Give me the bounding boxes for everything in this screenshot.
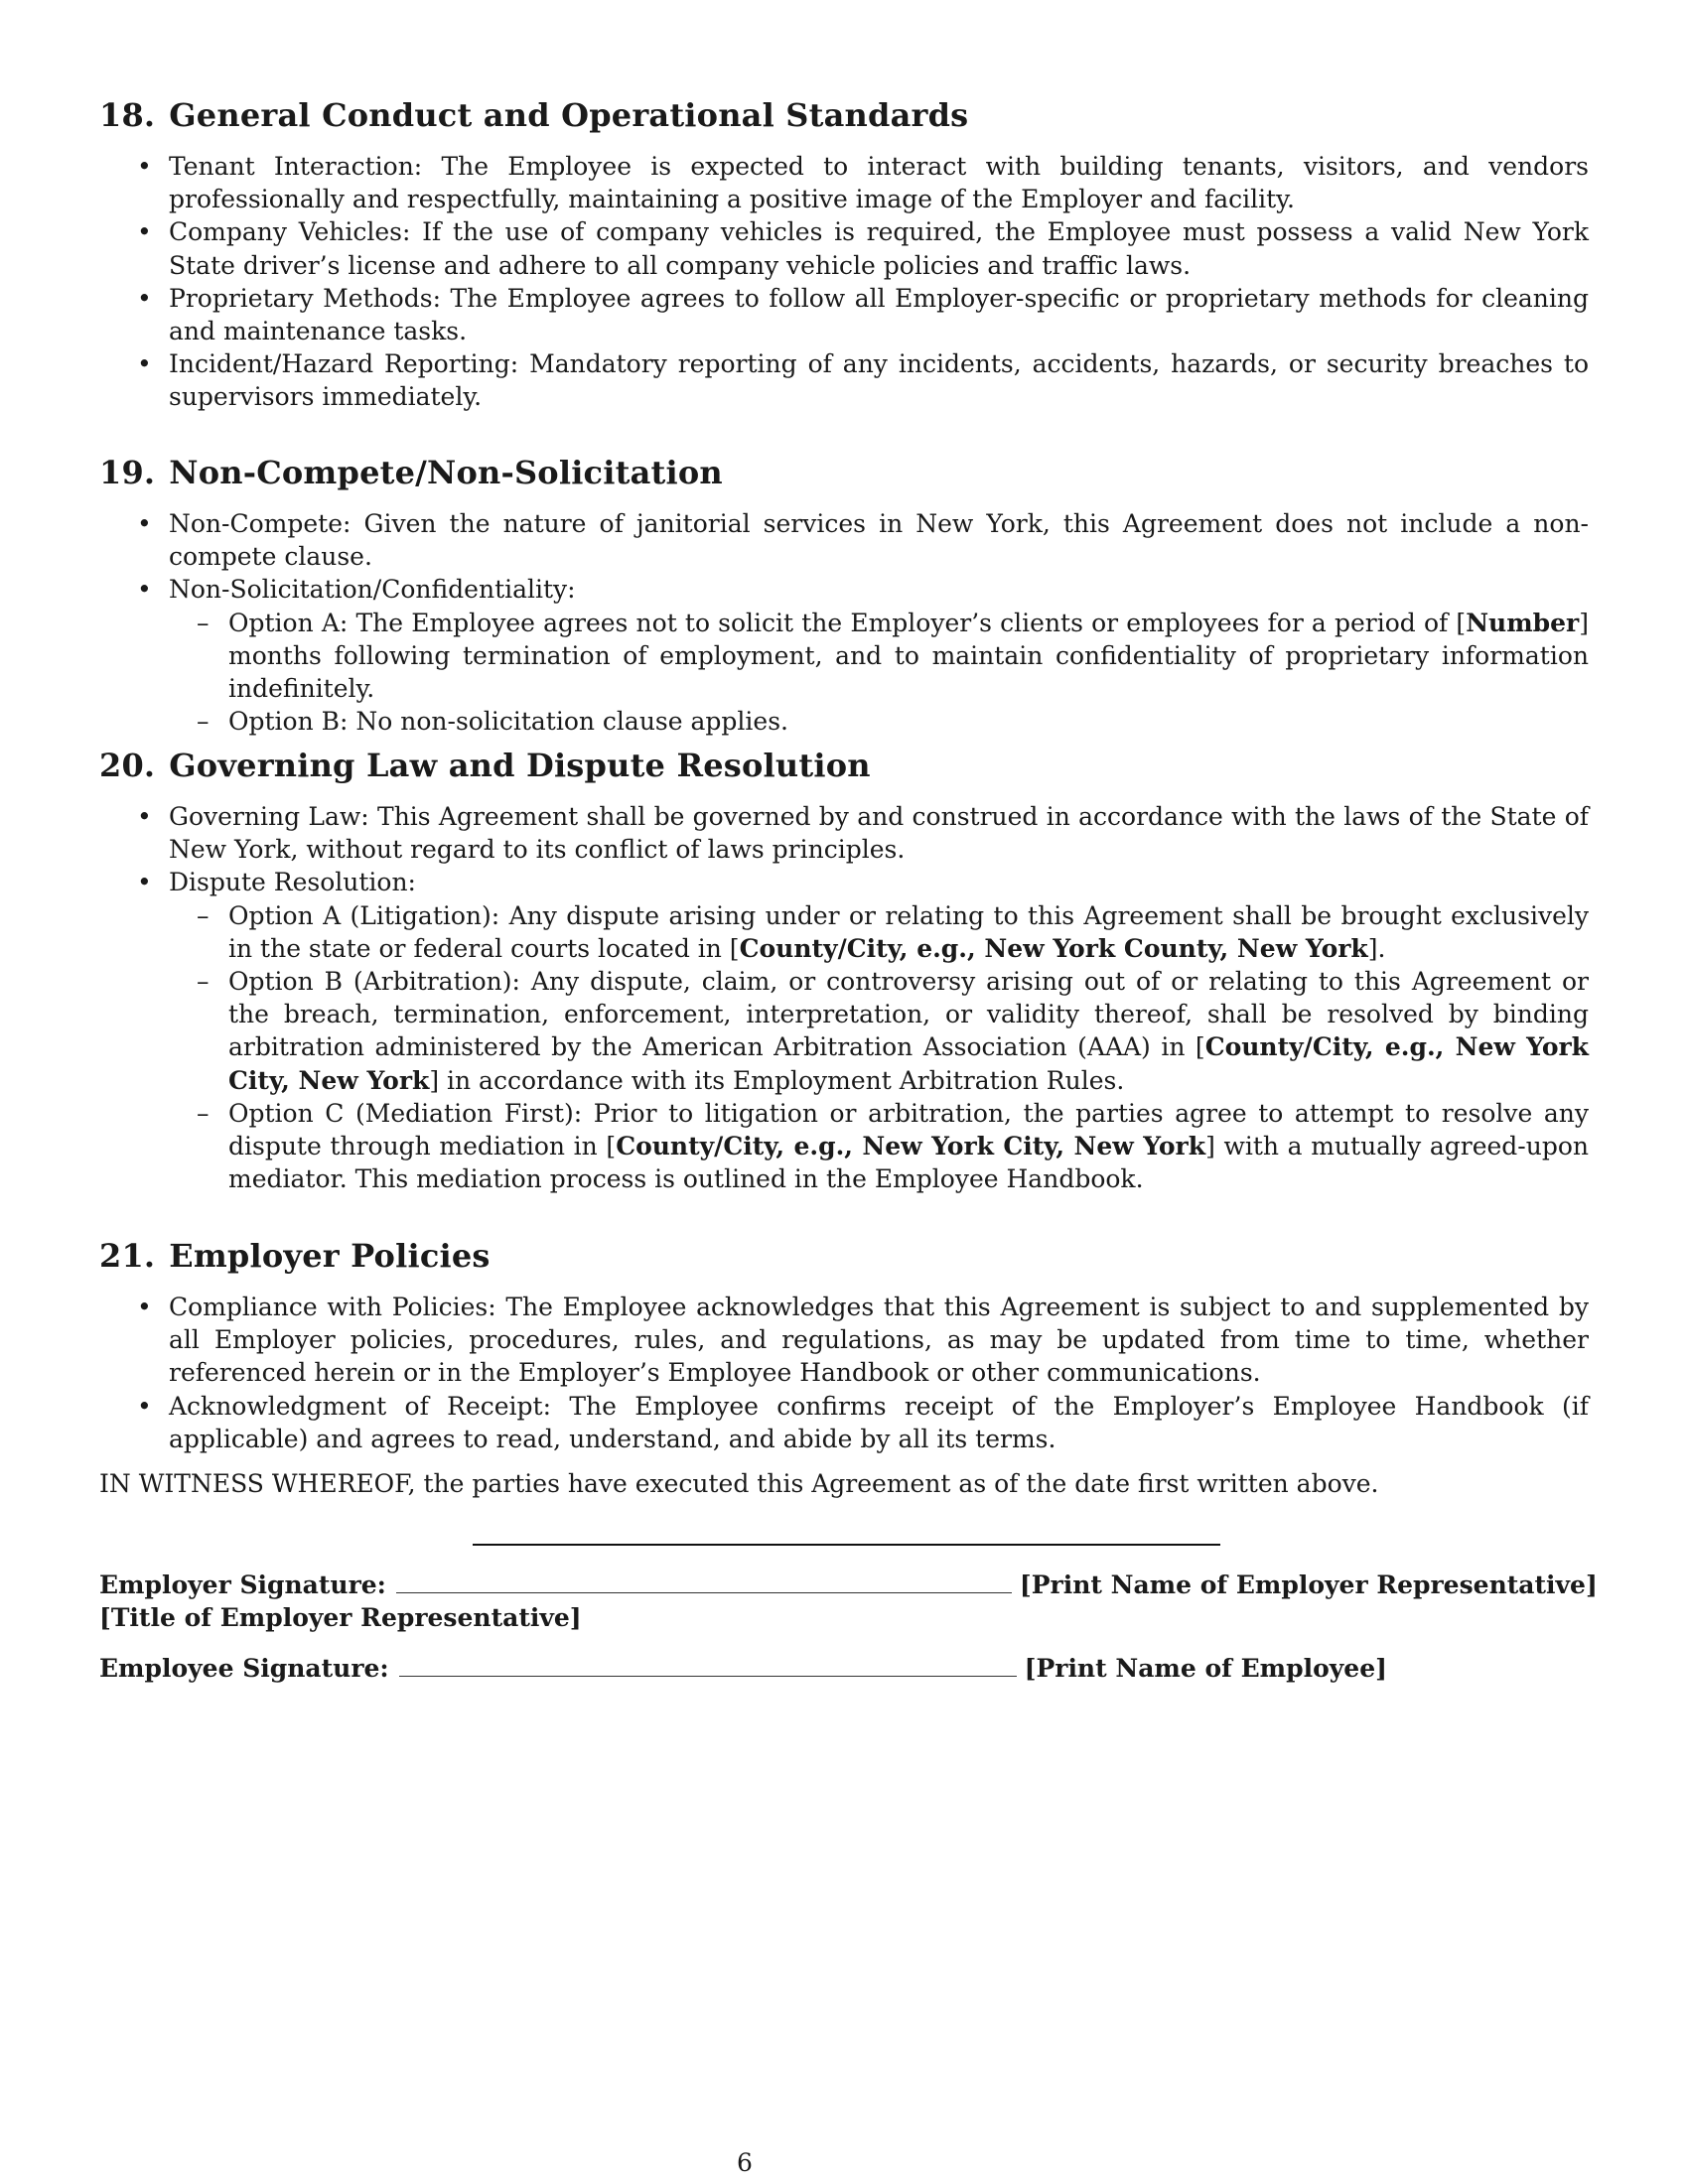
dash-icon: – [197,900,210,930]
sub-item-text: ] months following termination of employment, and to maintain confidentiality of proprietary information indefinitely. [228,608,1589,704]
document-page [99,0,1598,2184]
dash-icon: – [197,608,210,637]
sub-item-text: ]. [1367,933,1386,963]
dash-icon: – [197,967,210,997]
list-item [99,347,1589,413]
employee-signature-line[interactable] [399,1654,1017,1677]
section-title: Non-Compete/Non-Solicitation [169,454,723,491]
witness-clause: IN WITNESS WHEREOF, the parties have executed this Agreement as of the date first written above. [99,1469,1379,1498]
list-item [99,866,1589,1195]
sub-item-text: ] in accordance with its Employment Arbitration Rules. [429,1065,1125,1095]
section-list [99,1291,1589,1455]
placeholder-text: County/City, e.g., New York City, New York [616,1132,1206,1161]
dash-icon: – [197,707,210,737]
list-item [99,282,1589,347]
list-item [99,800,1589,866]
list-item-text: Dispute Resolution: [169,868,416,897]
employer-signature-block [99,1569,1598,1601]
sub-list-item [169,607,1589,706]
section-number: 20. [99,747,156,784]
employer-title-line [99,1601,582,1634]
sub-list-item [169,965,1589,1097]
section-number: 18. [99,96,156,134]
bullet-icon: • [137,575,152,605]
bullet-icon: • [137,1391,152,1421]
list-item [99,573,1589,738]
sub-list-item [169,1097,1589,1196]
sub-item-text: Option B: No non-solicitation clause applies. [228,707,788,737]
section-heading [99,1236,491,1276]
list-item [99,215,1589,281]
sub-item-text: Option C (Mediation First): Prior to litigation or arbitration, the parties agree to attempt to resolve any dispute through mediation in [ [228,1098,1589,1161]
bullet-icon: • [137,152,152,181]
list-item-text: Compliance with Policies: The Employee acknowledges that this Agreement is subject to and supplemented by all Employer policies, procedures, rules, and regulations, as may be updated from time to time, whether referenced herein or in the Employer’s Employee Handbook or other communications. [169,1293,1589,1388]
dash-icon: – [197,1098,210,1128]
placeholder-text: County/City, e.g., New York County, New York [739,933,1368,963]
employee-signature-label: Employee Signature: [99,1654,389,1683]
list-item-text: Company Vehicles: If the use of company vehicles is required, the Employee must possess a valid New York State driver’s license and adhere to all company vehicle policies and traffic laws. [169,217,1589,280]
list-item [99,150,1589,215]
sub-list [169,899,1589,1196]
bullet-icon: • [137,217,152,247]
sub-item-text: Option B (Arbitration): Any dispute, claim, or controversy arising out of or relating to this Agreement or the breach, termination, enforcement, interpretation, or validity thereof, shall be resolved by binding arbitration administered by the American Arbitration Association (AAA) in [ [228,967,1589,1062]
bullet-icon: • [137,509,152,538]
section-title: General Conduct and Operational Standards [169,96,969,134]
section-list [99,150,1589,414]
section-number: 21. [99,1237,156,1275]
list-item-text: Governing Law: This Agreement shall be governed by and construed in accordance with the laws of the State of New York, without regard to its conflict of laws principles. [169,802,1589,865]
sub-list-item [169,705,1589,738]
section-list [99,800,1589,1195]
sub-item-text: ] with a mutually agreed-upon mediator. This mediation process is outlined in the Employee Handbook. [228,1132,1589,1194]
list-item-text: Tenant Interaction: The Employee is expected to interact with building tenants, visitors, and vendors professionally and respectfully, maintaining a positive image of the Employer and facility. [169,152,1589,214]
list-item-text: Acknowledgment of Receipt: The Employee confirms receipt of the Employer’s Employee Handbook (if applicable) and agrees to read, understand, and abide by all its terms. [169,1391,1589,1453]
placeholder-text: County/City, e.g., New York City, New York [228,1032,1589,1095]
employer-print-name: [Print Name of Employer Representative] [1019,1570,1598,1599]
bullet-icon: • [137,283,152,313]
section-heading [99,453,723,492]
signature-divider [473,1544,1220,1546]
sub-item-text: Option A: The Employee agrees not to solicit the Employer’s clients or employees for a period of [ [228,608,1467,637]
bullet-icon: • [137,1293,152,1321]
list-item-text: Proprietary Methods: The Employee agrees to follow all Employer-specific or proprietary methods for cleaning and maintenance tasks. [169,283,1589,346]
employer-title: [Title of Employer Representative] [99,1603,582,1632]
list-item-text: Non-Compete: Given the nature of janitorial services in New York, this Agreement does not include a non-compete clause. [169,509,1589,572]
bullet-icon: • [137,349,152,379]
list-item [99,1390,1589,1455]
section-number: 19. [99,454,156,491]
section-title: Employer Policies [169,1237,491,1275]
employee-print-name: [Print Name of Employee] [1024,1654,1387,1683]
list-item-text: Incident/Hazard Reporting: Mandatory reporting of any incidents, accidents, hazards, or security breaches to supervisors immediately. [169,349,1589,412]
page-number: 6 [737,2148,753,2177]
section-list [99,507,1589,738]
list-item [99,507,1589,573]
section-heading [99,95,968,135]
sub-item-text: Option A (Litigation): Any dispute arising under or relating to this Agreement shall be brought exclusively in the state or federal courts located in [ [228,900,1589,963]
bullet-icon: • [137,868,152,897]
section-title: Governing Law and Dispute Resolution [169,747,871,784]
sub-list-item [169,899,1589,965]
placeholder-text: Number [1466,608,1580,637]
list-item-text: Non-Solicitation/Confidentiality: [169,575,576,605]
employer-signature-line[interactable] [396,1570,1012,1593]
employer-signature-label: Employer Signature: [99,1570,386,1599]
employee-signature-block [99,1652,1387,1685]
bullet-icon: • [137,802,152,831]
sub-list [169,607,1589,739]
list-item [99,1291,1589,1390]
section-heading [99,746,871,785]
